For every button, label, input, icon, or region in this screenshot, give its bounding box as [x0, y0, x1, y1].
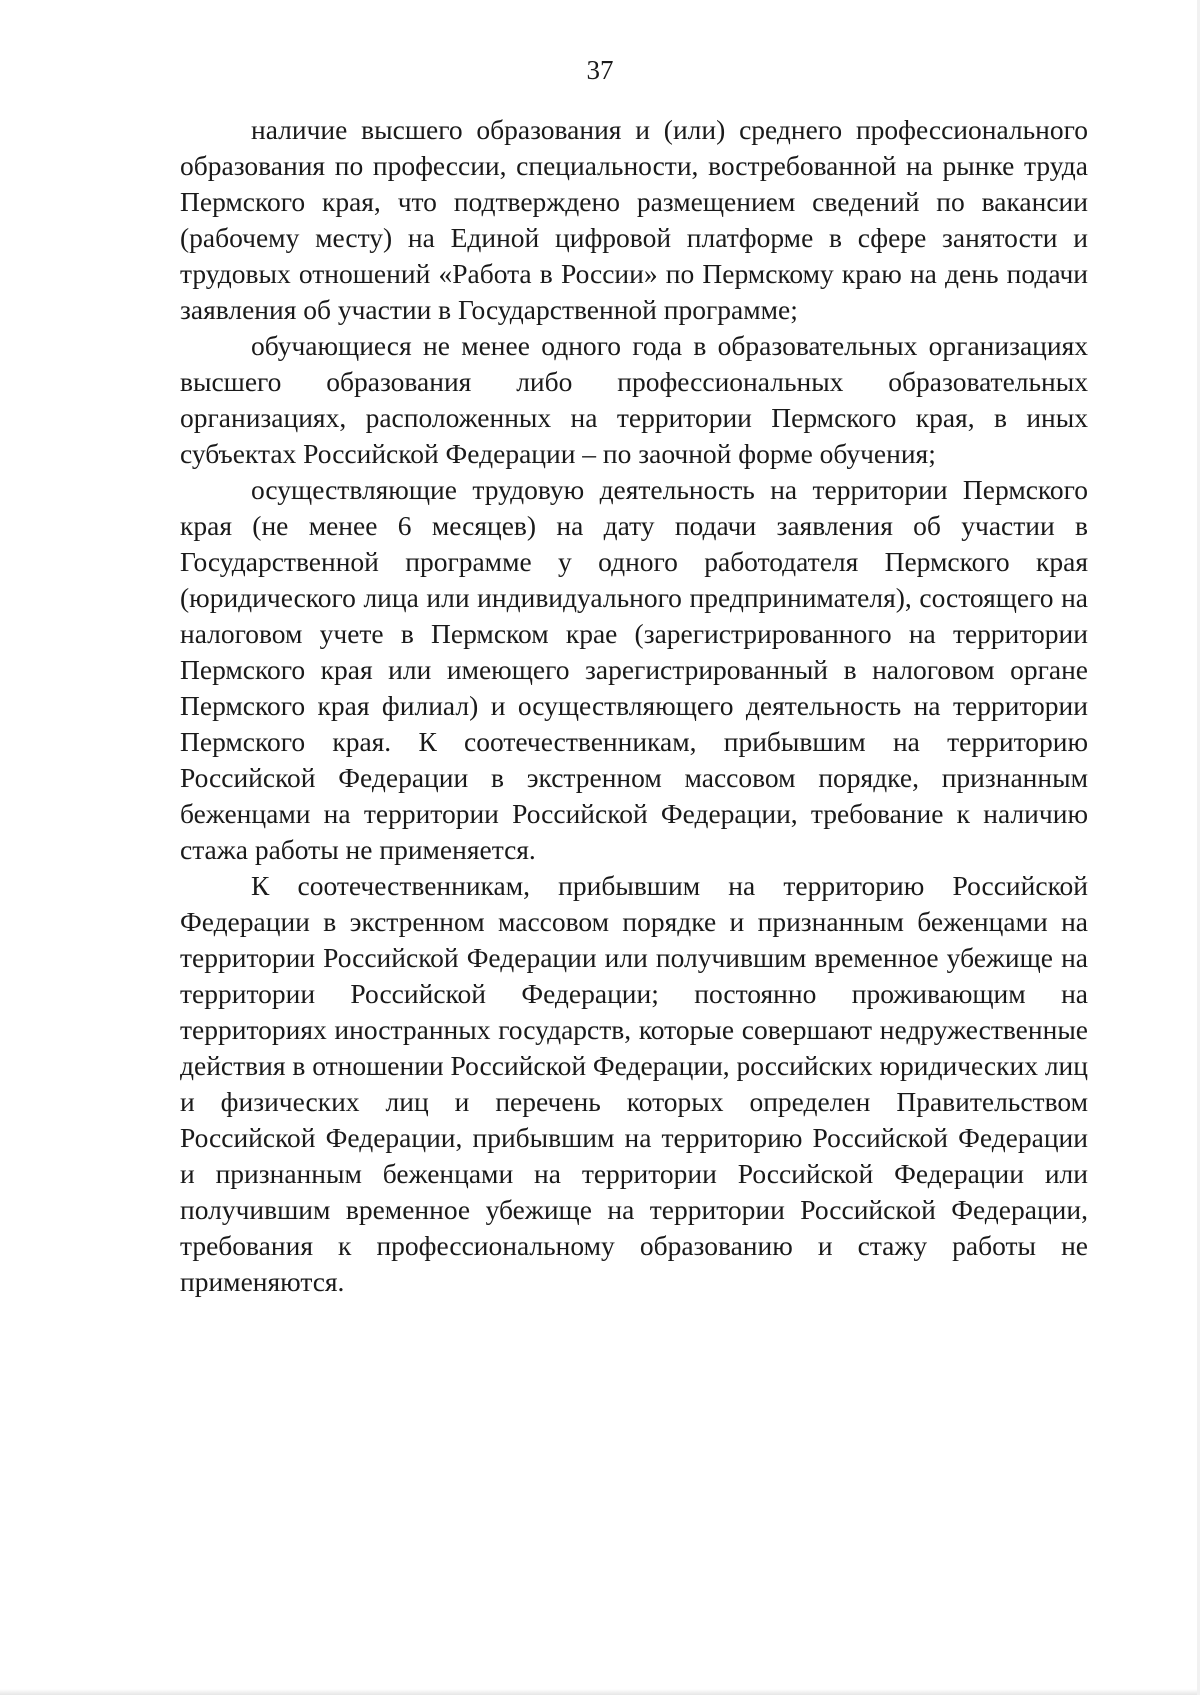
page-number: 37: [586, 55, 614, 85]
paragraph-employment: осуществляющие трудовую деятельность на территории Пермского края (не менее 6 месяцев) на дату подачи заявления об участии в Государственной программе у одного работодателя Пермского края (юридического лица или индивидуального предпринимателя), состоящего на налоговом учете в Пермском крае (зарегистрированного на территории Пермского края или имеющего зарегистрированный в налоговом органе Пермского края филиал) и осуществляющего деятельность на территории Пермского края. К соотечественникам, прибывшим на территорию Российской Федерации в экстренном массовом порядке, признанным беженцами на территории Российской Федерации, требование к наличию стажа работы не применяется.: [180, 474, 1088, 865]
paragraph-students: обучающиеся не менее одного года в образовательных организациях высшего образования либо профессиональных образовательных организациях, расположенных на территории Пермского края, в иных субъектах Российской Федерации – по заочной форме обучения;: [180, 330, 1088, 469]
paragraph-refugee-exemption: К соотечественникам, прибывшим на территорию Российской Федерации в экстренном массовом порядке и признанным беженцами на территории Российской Федерации или получившим временное убежище на территории Российской Федерации; постоянно проживающим на территориях иностранных государств, которые совершают недружественные действия в отношении Российской Федерации, российских юридических лиц и физических лиц и перечень которых определен Правительством Российской Федерации, прибывшим на территорию Российской Федерации и признанным беженцами на территории Российской Федерации или получившим временное убежище на территории Российской Федерации, требования к профессиональному образованию и стажу работы не применяются.: [180, 870, 1088, 1297]
document-body: [180, 112, 1088, 1300]
scan-bottom-edge: [0, 1689, 1200, 1695]
paragraph-education-requirement: наличие высшего образования и (или) среднего профессионального образования по профессии, специальности, востребованной на рынке труда Пермского края, что подтверждено размещением сведений по вакансии (рабочему месту) на Единой цифровой платформе в сфере занятости и трудовых отношений «Работа в России» по Пермскому краю на день подачи заявления об участии в Государственной программе;: [180, 114, 1088, 325]
